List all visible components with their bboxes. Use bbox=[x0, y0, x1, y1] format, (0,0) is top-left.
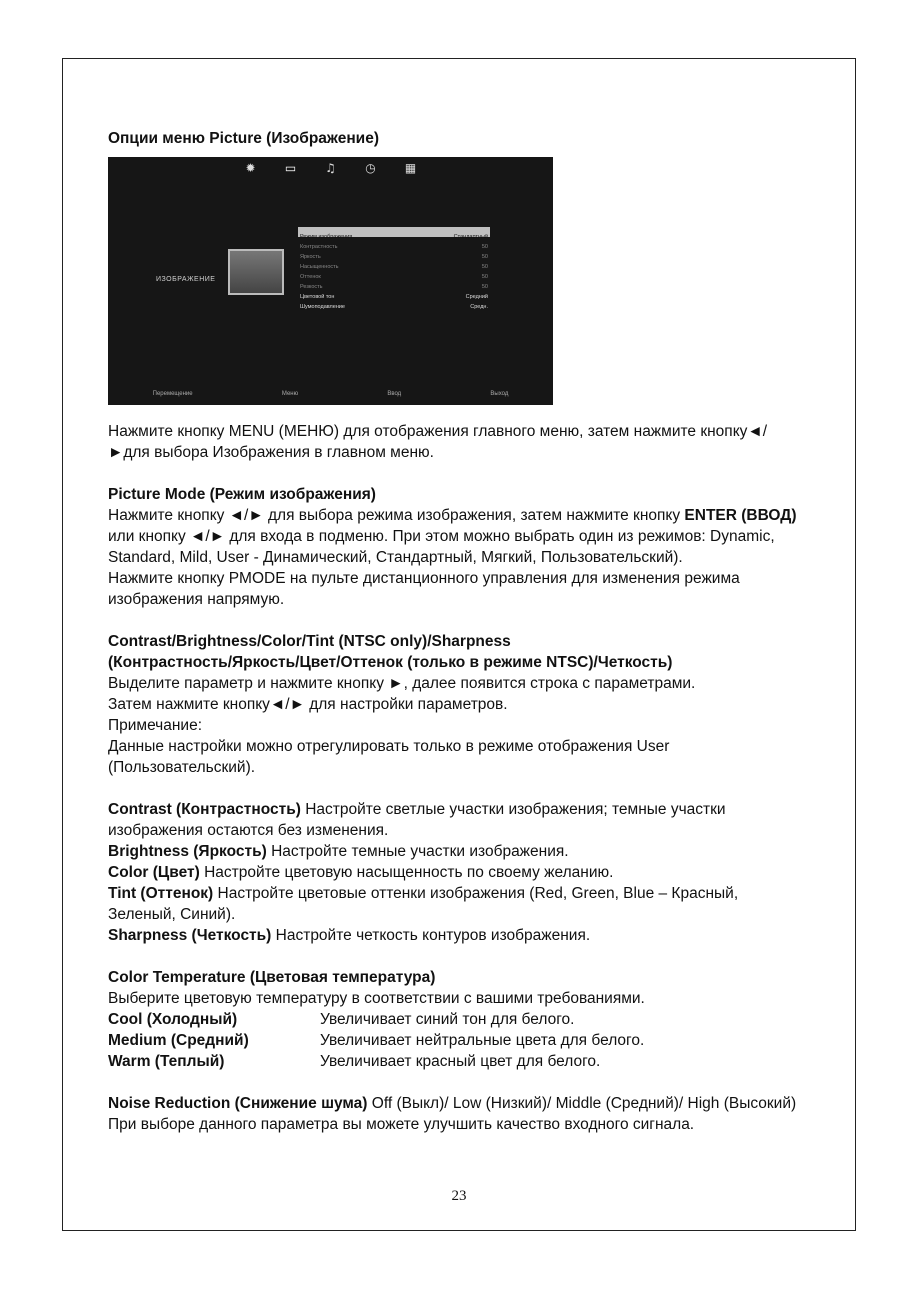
osd-row: Оттенок 50 bbox=[300, 274, 488, 280]
params-note-text: Данные настройки можно отрегулировать только в режиме отображения User (Пользовательский). bbox=[108, 738, 670, 776]
params-heading: Contrast/Brightness/Color/Tint (NTSC only)/Sharpness bbox=[108, 633, 511, 650]
osd-row: Режим изображения Стандартный bbox=[298, 227, 490, 237]
noise-reduction: Noise Reduction (Снижение шума) Off (Выкл)/ Low (Низкий)/ Middle (Средний)/ High (Высокий) bbox=[108, 1095, 797, 1112]
section-title: Опции меню Picture (Изображение) bbox=[108, 130, 379, 147]
osd-menu-list bbox=[298, 227, 490, 310]
detail-color: Color (Цвет) Настройте цветовую насыщенность по своему желанию. bbox=[108, 864, 614, 881]
osd-row: Насыщенность 50 bbox=[300, 264, 488, 270]
osd-row: Яркость 50 bbox=[300, 254, 488, 260]
osd-category-label: ИЗОБРАЖЕНИЕ bbox=[156, 276, 216, 283]
osd-bottom-bar bbox=[108, 383, 553, 405]
params-heading-ru: (Контрастность/Яркость/Цвет/Оттенок (только в режиме NTSC)/Четкость) bbox=[108, 654, 673, 671]
document-body bbox=[108, 128, 808, 1135]
page-number: 23 bbox=[451, 1188, 467, 1204]
osd-hint-exit: Выход bbox=[490, 390, 509, 397]
tv-osd-screenshot bbox=[108, 157, 553, 405]
color-temp-item: Cool (Холодный) Увеличивает синий тон для белого. bbox=[108, 1011, 575, 1028]
detail-brightness: Brightness (Яркость) Настройте темные участки изображения. bbox=[108, 843, 569, 860]
osd-hint-enter: Ввод bbox=[387, 390, 402, 397]
osd-row: Цветовой тон Средний bbox=[300, 294, 488, 300]
picture-mode-text-2: Нажмите кнопку PMODE на пульте дистанционного управления для изменения режима изображения напрямую. bbox=[108, 570, 740, 608]
picture-mode-heading: Picture Mode (Режим изображения) bbox=[108, 486, 376, 503]
detail-contrast: Contrast (Контрастность) Настройте светлые участки изображения; темные участки изображения остаются без изменения. bbox=[108, 801, 726, 839]
osd-options-icon: ▦ bbox=[404, 160, 417, 175]
osd-sound-icon: ♫ bbox=[325, 160, 336, 175]
noise-reduction-text: При выборе данного параметра вы можете улучшить качество входного сигнала. bbox=[108, 1116, 695, 1133]
osd-hint-menu: Меню bbox=[281, 390, 299, 397]
osd-picture-thumbnail bbox=[228, 249, 284, 295]
color-temp-item: Warm (Теплый) Увеличивает красный цвет для белого. bbox=[108, 1053, 601, 1070]
color-temp-text: Выберите цветовую температуру в соответствии с вашими требованиями. bbox=[108, 990, 645, 1007]
osd-row: Резкость 50 bbox=[300, 284, 488, 290]
osd-time-icon: ◷ bbox=[365, 160, 376, 175]
picture-mode-text: Нажмите кнопку ◄/► для выбора режима изображения, затем нажмите кнопку ENTER (ВВОД) или кнопку ◄/► для входа в подменю. При этом можно выбрать один из режимов: Dynamic, Standard, Mild, User - Динамический, Стандартный, Мягкий, Пользовательский). bbox=[108, 507, 797, 566]
detail-tint: Tint (Оттенок) Настройте цветовые оттенки изображения (Red, Green, Blue – Красный, Зеленый, Синий). bbox=[108, 885, 739, 923]
osd-settings-icon: ✹ bbox=[245, 160, 256, 175]
osd-hint-move: Перемещение bbox=[152, 390, 193, 397]
osd-picture-icon: ▭ bbox=[284, 160, 297, 175]
intro-paragraph: Нажмите кнопку MENU (МЕНЮ) для отображения главного меню, затем нажмите кнопку◄/►для выбора Изображения в главном меню. bbox=[108, 423, 768, 461]
color-temp-item: Medium (Средний) Увеличивает нейтральные цвета для белого. bbox=[108, 1032, 645, 1049]
params-line-1: Выделите параметр и нажмите кнопку ►, далее появится строка с параметрами. bbox=[108, 675, 696, 692]
detail-sharpness: Sharpness (Четкость) Настройте четкость контуров изображения. bbox=[108, 927, 591, 944]
osd-top-icons bbox=[108, 157, 553, 179]
osd-row: Контрастность 50 bbox=[300, 244, 488, 250]
params-line-2: Затем нажмите кнопку◄/► для настройки параметров. bbox=[108, 696, 508, 713]
color-temp-heading: Color Temperature (Цветовая температура) bbox=[108, 969, 436, 986]
params-note-label: Примечание: bbox=[108, 717, 203, 734]
osd-row: Шумоподавление Средн. bbox=[300, 304, 488, 310]
